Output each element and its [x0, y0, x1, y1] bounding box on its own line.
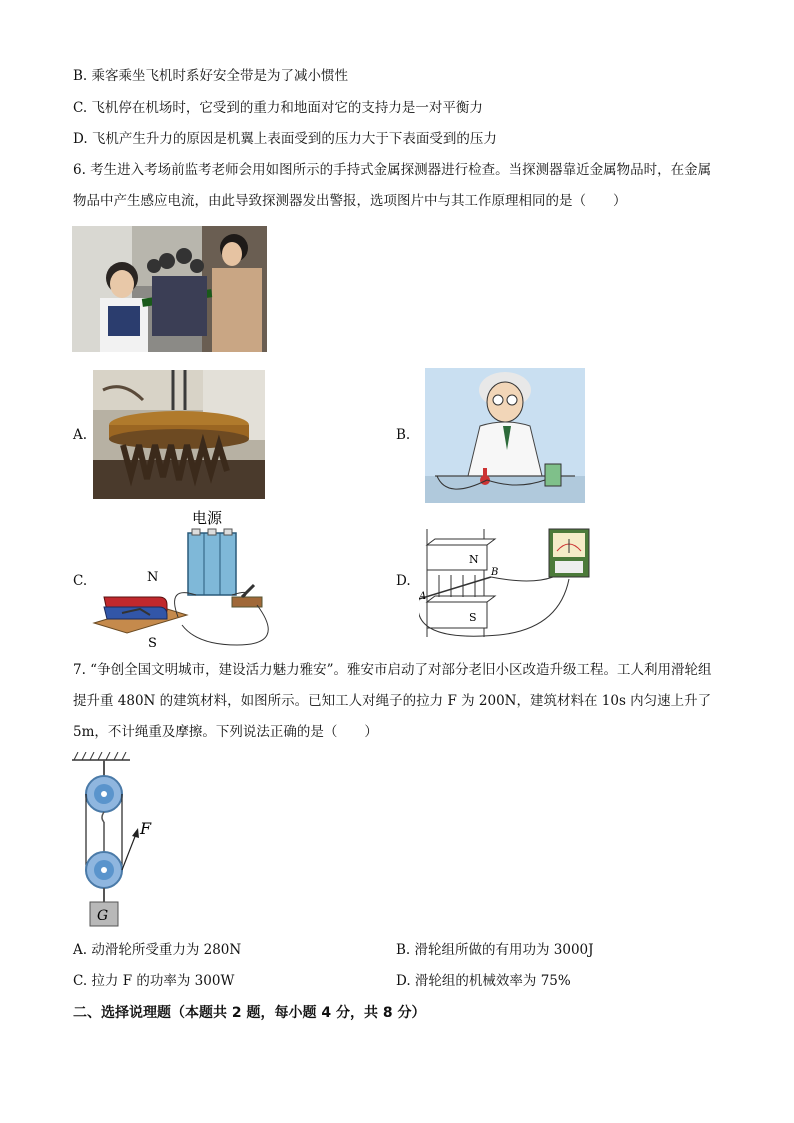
electromagnetic-induction-diagram: [419, 527, 594, 646]
magnet-south-label: S: [148, 636, 157, 651]
weight-g-label: G: [97, 908, 109, 924]
q7-option-c: C. 拉力 F 的功率为 300W: [73, 973, 235, 989]
magnet-north-label: N: [469, 553, 479, 566]
motor-circuit-diagram: [92, 505, 277, 657]
power-source-label: 电源: [192, 509, 223, 527]
scientist-experiment-cartoon: [425, 368, 585, 507]
q7-option-a: A. 动滑轮所受重力为 280N: [73, 942, 242, 958]
q7-option-d: D. 滑轮组的机械效率为 75%: [396, 973, 571, 989]
q6-option-d-label: D.: [396, 573, 411, 589]
section-2-heading: 二、选择说理题（本题共 2 题，每小题 4 分，共 8 分）: [73, 1005, 426, 1021]
question-7-stem: 7. “争创全国文明城市，建设活力魅力雅安”。雅安市启动了对部分老旧小区改造升级工程。工人利用滑轮组提升重 480N 的建筑材料，如图所示。已知工人对绳子的拉力 F 为 200N，建筑材料在 10s 内匀速上升了 5m，不计绳重及摩擦。下列说法正确的是（ ）: [73, 662, 712, 740]
q6-option-c-label: C.: [73, 573, 88, 589]
option-c-prev: C. 飞机停在机场时，它受到的重力和地面对它的支持力是一对平衡力: [73, 100, 483, 116]
q7-option-b: B. 滑轮组所做的有用功为 3000J: [396, 942, 594, 958]
option-b-prev: B. 乘客乘坐飞机时系好安全带是为了减小惯性: [73, 68, 349, 84]
electromagnet-crane-photo: [93, 370, 265, 503]
option-d-prev: D. 飞机产生升力的原因是机翼上表面受到的压力大于下表面受到的压力: [73, 131, 497, 147]
metal-detector-photo: [72, 226, 267, 356]
force-f-label: F: [140, 819, 152, 838]
magnet-south-label: S: [469, 611, 477, 624]
q6-option-a-label: A.: [73, 427, 88, 443]
question-6-stem: 6. 考生进入考场前监考老师会用如图所示的手持式金属探测器进行检查。当探测器靠近金属物品时，在金属物品中产生感应电流，由此导致探测器发出警报，选项图片中与其工作原理相同的是（ ）: [73, 162, 712, 209]
magnet-north-label: N: [147, 570, 159, 585]
pulley-system-diagram: [70, 752, 165, 934]
wire-end-a-label: A: [419, 591, 427, 602]
wire-end-b-label: B: [491, 567, 499, 578]
q6-option-b-label: B.: [396, 427, 411, 443]
